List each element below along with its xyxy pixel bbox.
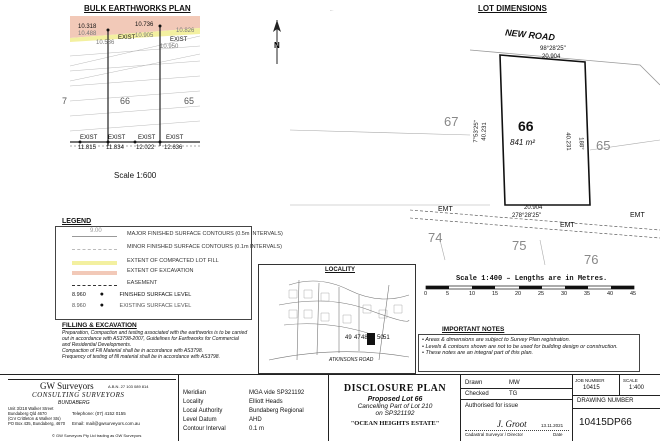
legend-fill bbox=[72, 258, 262, 267]
company-city: BUNDABERG bbox=[58, 400, 90, 406]
notes-title: IMPORTANT NOTES bbox=[442, 326, 505, 333]
neighbour-lot-left: 67 bbox=[444, 114, 459, 129]
plan-fields: Meridian MGA vide SP321192 Locality Elliott Heads Local Authority Bundaberg Regional Level Datum AHD Contour Interval 0.1 m bbox=[178, 375, 329, 441]
legend-excavation bbox=[72, 268, 262, 277]
filling-line: Preparation, Compaction and testing associated with the earthworks is to be carried bbox=[62, 330, 248, 336]
legend-minor-contour bbox=[72, 244, 282, 253]
filling-line: out in accordance with AS3798-2007, Guidelines for Earthworks for Commercial bbox=[62, 336, 239, 342]
contour-value: 9.00 bbox=[90, 228, 102, 234]
north-arrow-icon bbox=[268, 18, 286, 66]
company-phone: Telephone: (07) 4152 0155 bbox=[72, 411, 126, 416]
bearing-label: 7°53'25" bbox=[473, 120, 481, 143]
bearing-label: 278°28'25" bbox=[512, 213, 542, 219]
drawing-number: 10415DP66 bbox=[579, 417, 632, 428]
earthworks-title: BULK EARTHWORKS PLAN bbox=[84, 4, 191, 13]
scale-note: Scale 1:400 – Lengths are in Metres. bbox=[456, 275, 608, 283]
company-email: Email: mail@gwsurveyors.com.au bbox=[72, 421, 140, 426]
company-trading: © GW Surveyors Pty Ltd trading as GW Surveyors bbox=[52, 433, 142, 438]
level-label: 10.318 bbox=[78, 24, 97, 30]
legend-title: LEGEND bbox=[62, 218, 92, 225]
company-subtitle: CONSULTING SURVEYORS bbox=[32, 391, 125, 399]
note-item: • Levels & contours shown are not to be used for building design or construction. bbox=[422, 343, 618, 350]
job-block: JOB NUMBER 10415 SCALE 1:400 DRAWING NUMBER 10415DP66 bbox=[572, 375, 660, 441]
level-label: 10.950 bbox=[160, 44, 179, 50]
scale-ticks: 0 5 10 15 20 25 30 35 40 45 bbox=[424, 291, 637, 297]
lot-number-left: 7 bbox=[62, 96, 68, 106]
locality-title: LOCALITY bbox=[325, 267, 355, 273]
filling-notes bbox=[62, 330, 257, 360]
estate-name: "OCEAN HEIGHTS ESTATE" bbox=[350, 420, 440, 427]
note-item: • These notes are an integral part of this plan. bbox=[422, 350, 534, 356]
filling-title: FILLING & EXCAVATION bbox=[62, 322, 137, 329]
locality-lot: 47 bbox=[354, 335, 361, 341]
filling-line: and Residential Developments. bbox=[62, 342, 132, 348]
contour-lines bbox=[70, 36, 200, 131]
easement-label: EMT bbox=[438, 206, 453, 213]
legend-easement bbox=[72, 280, 262, 289]
exist-label: EXIST bbox=[138, 135, 156, 141]
title-block bbox=[0, 374, 660, 441]
scale-value: 1:400 bbox=[629, 385, 645, 391]
exist-label: EXIST bbox=[170, 37, 188, 43]
filling-line: Compaction of Fill Material shall be in accordance with AS3798. bbox=[62, 348, 203, 354]
distance-label: 20.904 bbox=[524, 205, 543, 211]
earthworks-scale: Scale 1:600 bbox=[114, 171, 157, 180]
plan-line: Proposed Lot 66 bbox=[367, 396, 423, 403]
date-label: Date bbox=[553, 432, 563, 437]
lot-area: 841 m² bbox=[510, 138, 535, 147]
legend-major-contour bbox=[72, 228, 283, 240]
distance-label: 40.231 bbox=[481, 122, 488, 141]
legend-label: EASEMENT bbox=[127, 280, 158, 286]
company-block bbox=[0, 375, 178, 441]
exist-label: EXIST bbox=[166, 135, 184, 141]
level-label: 12.636 bbox=[164, 145, 183, 151]
legend-finished-level: 8.960 ● FINISHED SURFACE LEVEL bbox=[72, 291, 192, 298]
locality-lot: 49 bbox=[345, 335, 352, 341]
locality-lot: 48 bbox=[361, 335, 368, 341]
lot-66-boundary bbox=[500, 55, 590, 205]
bearing-label: 98°28'25" bbox=[540, 46, 566, 52]
locality-lot: 50 bbox=[377, 335, 384, 341]
lot-number-right: 65 bbox=[184, 96, 195, 106]
exist-label: EXIST bbox=[108, 135, 126, 141]
lot-dimensions-title: LOT DIMENSIONS bbox=[478, 4, 547, 13]
locality-site-lot: 66 bbox=[368, 346, 375, 352]
level-label: 11.815 bbox=[78, 145, 96, 151]
exist-label: EXIST bbox=[118, 35, 136, 41]
signatory: Cadastral Surveyor / Director bbox=[465, 432, 524, 437]
notes-box bbox=[418, 334, 640, 372]
legend-label: EXTENT OF COMPACTED LOT FILL bbox=[127, 258, 219, 264]
legend-label: EXTENT OF EXCAVATION bbox=[127, 268, 194, 274]
lot-below: 76 bbox=[584, 252, 599, 267]
sign-date: 13.11.2021 bbox=[541, 423, 564, 428]
level-label: 10.826 bbox=[176, 28, 195, 34]
site-marker bbox=[367, 333, 375, 345]
lot-boundaries bbox=[70, 26, 200, 146]
exist-label: EXIST bbox=[80, 135, 98, 141]
level-markers bbox=[79, 25, 162, 144]
locality-street: ATKINSONS ROAD bbox=[329, 357, 374, 363]
level-label: 10.736 bbox=[135, 22, 154, 28]
neighbour-lot-right: 65 bbox=[596, 138, 611, 153]
bearing-label: 188° bbox=[577, 137, 584, 150]
company-address: Unit 3/218 Walker Street Bundaberg Qld 4670 (Cnr Crittleton & Walker Sts) PO Box 435, Bundaberg, 4670 bbox=[8, 406, 66, 426]
distance-label: 40.231 bbox=[564, 132, 571, 151]
approval-block: Drawn MW Checked TG Authorised for issue J. Groot 13.11.2021 Cadastral Surveyor / Director Date bbox=[460, 375, 573, 441]
plan-title: DISCLOSURE PLAN bbox=[343, 383, 447, 394]
level-label: 11.834 bbox=[106, 145, 124, 151]
legend-label: MAJOR FINISHED SURFACE CONTOURS (0.5m INTERVALS) bbox=[127, 231, 283, 237]
job-number: 10415 bbox=[583, 385, 600, 391]
plan-line: Cancelling Part of Lot 210 bbox=[357, 403, 433, 410]
filling-line: Frequency of testing of fill material shall be in accordance with AS3798. bbox=[62, 354, 220, 360]
level-label: 10.488 bbox=[78, 31, 97, 37]
signature: J. Groot bbox=[497, 419, 527, 429]
plan-line: on SP321192 bbox=[375, 410, 415, 417]
legend-existing-level: 8.960 ● EXISTING SURFACE LEVEL bbox=[72, 302, 192, 309]
road-name: NEW ROAD bbox=[504, 27, 556, 43]
lot-below: 75 bbox=[512, 238, 527, 253]
plan-title-block bbox=[328, 375, 461, 441]
lot-below: 74 bbox=[428, 230, 443, 245]
level-label: 10.536 bbox=[96, 40, 115, 46]
easement-label: EMT bbox=[560, 222, 575, 229]
locality-map bbox=[258, 264, 416, 374]
distance-label: 20.904 bbox=[542, 54, 561, 60]
note-item: • Areas & dimensions are subject to Survey Plan registration. bbox=[422, 337, 571, 343]
level-label: 10.905 bbox=[135, 33, 154, 39]
easement-label: EMT bbox=[630, 212, 645, 219]
level-label: 12.022 bbox=[136, 145, 155, 151]
lot-number-center: 66 bbox=[120, 96, 131, 106]
company-name: GW Surveyors bbox=[40, 381, 94, 391]
company-abn: A.B.N. 27 103 089 814 bbox=[108, 384, 149, 389]
locality-lot: 51 bbox=[383, 335, 390, 341]
legend-label: MINOR FINISHED SURFACE CONTOURS (0.1m INTERVALS) bbox=[127, 244, 282, 250]
svg-text:N: N bbox=[274, 41, 280, 50]
lot-number: 66 bbox=[518, 118, 534, 134]
